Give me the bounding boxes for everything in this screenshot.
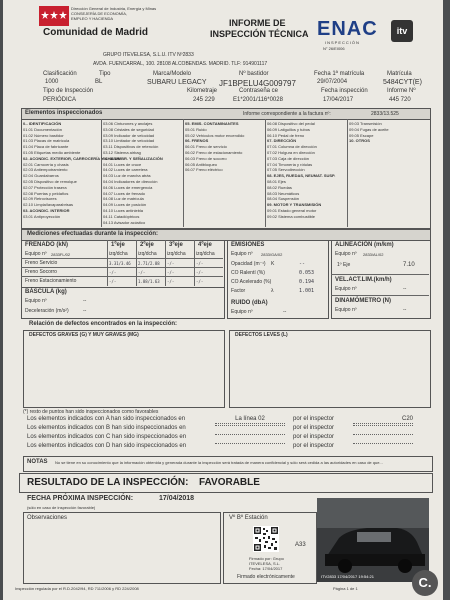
brakes-equipment-value: 2833FL/02 (51, 252, 71, 257)
dyno-title: DINAMÓMETRO (N) (335, 298, 391, 304)
inspected-element: 07.01 Columna de dirección (267, 144, 317, 150)
emissions-equipment-label: Equipo nº (231, 251, 253, 257)
brake-value: -/- (138, 270, 146, 275)
inspected-element: 01.05 Etiquetas medio ambiente (23, 149, 81, 155)
value-informe: 445 720 (389, 97, 411, 103)
corner-logo-icon: C. (412, 570, 438, 596)
defects-footnote: (*) resto de puntos han sido inspeccionados como favorables (23, 409, 159, 415)
inspected-element: 06. FRENOS (185, 138, 209, 144)
elements-col-3 (185, 121, 263, 173)
axle-4: 4ºeje (198, 242, 212, 248)
next-inspection-label: FECHA PRÓXIMA INSPECCIÓN: (27, 495, 134, 502)
inspected-element: 06.05 Antibloqueo (185, 161, 218, 167)
inspector-by-label: por el inspector (293, 416, 335, 422)
inspector-code (353, 443, 413, 444)
inspected-element: 09. MOTOR Y TRANSMISIÓN (267, 202, 322, 208)
station-code: A33 (295, 542, 306, 548)
label-tipo: Tipo (99, 71, 111, 77)
axle-1: 1ºeje (111, 242, 125, 248)
inspected-element: 08.03 Neumáticos (267, 190, 300, 196)
speed-value: -- (403, 286, 407, 292)
grid-divider (101, 119, 102, 227)
inspected-element: 01.04 Placa de fabricante (23, 144, 69, 150)
scale-value: -- (83, 298, 87, 304)
brake-value: -/- (109, 279, 117, 284)
inspector-line-label: Los elementos indicados con A han sido inspeccionados en (27, 416, 186, 422)
brakes-equipment-label: Equipo nº (25, 251, 47, 257)
inspected-element: 02. ACONDIC. EXTERIOR, CARROCERÍA Y CHASIS (23, 155, 120, 161)
defects-leve-box (229, 330, 431, 408)
defects-grave-header: DEFECTOS GRAVES (G) Y MUY GRAVES (MG) (29, 332, 139, 338)
inspector-line-location: La línea 02 (215, 416, 285, 424)
inspected-element: 04.13 Avisador acústico (103, 219, 146, 225)
inspected-element: 07. DIRECCIÓN (267, 138, 297, 144)
region-line-2: CONSEJERÍA DE ECONOMÍA, (71, 11, 128, 16)
inspected-element: 04.04 Indicadores de dirección (103, 178, 158, 184)
value-clasificacion: 1000 (45, 79, 59, 85)
elements-col-1 (23, 121, 120, 220)
axle-2: 2ºeje (140, 242, 154, 248)
alignment-title: ALINEACIÓN (m/km) (335, 242, 394, 248)
inspected-element: 06.10 Pedal de freno (267, 132, 305, 138)
inspector-line-label: Los elementos indicados con B han sido inspeccionados en (27, 425, 186, 431)
inspected-element: 02.01 Carrocería y chasis (23, 161, 69, 167)
result-value: FAVORABLE (199, 477, 260, 488)
brake-value: -/- (167, 270, 175, 275)
label-contrasena: Contraseña ce (239, 88, 279, 94)
inspected-element: 03.10 Limitador de velocidad (103, 138, 155, 144)
inspected-element: 01.03 Placas de matrícula (23, 138, 70, 144)
value-fecha-matricula: 29/07/2004 (317, 79, 348, 85)
axle-3: 3ºeje (169, 242, 183, 248)
brakes-col-line (165, 240, 166, 286)
inspector-line-label: Los elementos indicados con C han sido inspeccionados en (27, 434, 187, 440)
next-inspection-note: (sólo en caso de inspección favorable) (27, 505, 96, 510)
label-matricula: Matrícula (387, 71, 412, 77)
emission-value: -- (299, 261, 306, 267)
measurements-title: Mediciones efectuadas durante la inspección: (27, 231, 159, 237)
region-line-3: EMPLEO Y HACIENDA (71, 16, 114, 21)
emission-value: 0.053 (299, 270, 315, 276)
inspector-code (353, 434, 413, 435)
brake-value: -/- (196, 270, 204, 275)
inspected-element: 06.09 Latiguillos y tubos (267, 126, 310, 132)
result-label: RESULTADO DE LA INSPECCIÓN: (27, 477, 189, 488)
grid-divider (265, 119, 266, 227)
inspected-element: 05. EMIS. CONTAMINANTES (185, 121, 239, 126)
inspected-element: 08.04 Suspensión (267, 196, 300, 202)
brake-value: 2.71/2.88 (138, 261, 160, 266)
qr-code-icon (253, 526, 279, 552)
regulation-text: Inspección regulada por el R.D.2042/94, RD 711/2006 y RD 224/2008 (15, 586, 139, 591)
emission-label: CO Ralentí (%) (231, 270, 265, 276)
brakes-row-line (21, 276, 223, 277)
page-number: Página 1 de 1 (333, 586, 358, 591)
inspected-element: 10. OTROS (349, 138, 370, 144)
observations-label: Observaciones (27, 515, 68, 521)
scale-title: BÁSCULA (kg) (25, 289, 67, 295)
inspected-element: 01.02 Número bastidor (23, 132, 64, 138)
label-fecha-matricula: Fecha 1ª matrícula (314, 71, 365, 77)
enac-sub: INSPECCIÓN (325, 40, 360, 45)
value-tipo: BL (95, 79, 103, 85)
inspected-element: 09.03 Transmisión (349, 121, 382, 126)
emission-value: 1.001 (299, 288, 315, 294)
scale-equipment-label: Equipo nº (25, 298, 47, 304)
itv-badge-icon: itv (391, 20, 413, 42)
inspected-element: 07.04 Timonería y rótulas (267, 161, 313, 167)
inspected-element: 02.09 Retrovisores (23, 196, 57, 202)
inspected-element: 04.10 Luces antiniebla (103, 207, 144, 213)
elements-col-2 (103, 121, 181, 225)
emissions-equipment-value: 2833/GA/02 (261, 252, 283, 257)
inspected-element: 02.10 Limpia/lavaparabrisas (23, 202, 74, 208)
value-matricula: 5484CYT(E) (383, 79, 422, 86)
inspected-element: 07.02 Holgura en dirección (267, 149, 315, 155)
signed-by-1: Firmado por: Grupo (249, 556, 284, 561)
speed-divider (331, 295, 429, 296)
emissions-title: EMISIONES (231, 242, 265, 248)
brakes-col-line (136, 240, 137, 286)
brake-value: 1.88/1.63 (138, 279, 160, 284)
inspector-line-location (215, 443, 285, 444)
value-kilometraje: 245 229 (193, 97, 215, 103)
emission-unit: K (271, 261, 275, 267)
alignment-equipment-value: 2833/AL/02 (363, 252, 384, 257)
inspected-element: 02.07 Protección trasera (23, 184, 67, 190)
inspector-by-label: por el inspector (293, 425, 335, 431)
decel-label: Deceleración (m/s²) (25, 308, 69, 314)
photo-stamp: ITV2833 17/04/2017 19:54:21 (321, 574, 374, 579)
car-photo-icon (317, 498, 429, 582)
inspector-line-location (215, 434, 285, 435)
inspection-report (3, 0, 443, 600)
value-marca: SUBARU LEGACY (147, 79, 207, 86)
label-tipo-inspeccion: Tipo de Inspección (43, 88, 94, 94)
defects-leve-header: DEFECTOS LEVES (L) (235, 332, 288, 338)
next-inspection-value: 17/04/2018 (159, 495, 195, 502)
notes-label: NOTAS (27, 459, 48, 465)
inspected-element: 03.01 Antiproyección (23, 213, 61, 219)
inspected-element: 0.- IDENTIFICACIÓN (23, 121, 62, 126)
speed-title: VEL.ACT.LIM.(km/h) (335, 277, 392, 283)
grid-divider (183, 119, 184, 227)
inspector-code (353, 425, 413, 426)
alignment-equipment-label: Equipo nº (335, 251, 357, 257)
noise-title: RUIDO (dbA) (231, 300, 268, 306)
grid-divider (347, 119, 348, 227)
noise-equipment: Equipo nº (231, 309, 253, 315)
inspected-element: 09.02 Sistema combustible (267, 213, 316, 219)
inspected-element: 08.01 Ejes (267, 178, 286, 184)
inspected-element: 03. ACONDIC. INTERIOR (23, 207, 70, 213)
brake-value: 3.31/3.46 (109, 261, 131, 266)
inspected-element: 05.02 Vehículos motor encendido (185, 132, 245, 138)
elements-ref-label: Informe correspondiente a la factura nº: (243, 111, 331, 117)
inspected-element: 04. ALUMBR. Y SEÑALIZACIÓN (103, 155, 163, 161)
inspected-element: 06.03 Freno de socorro (185, 155, 227, 161)
elements-col-5 (349, 121, 427, 144)
decel-value: -- (83, 308, 87, 314)
inspected-element: 03.08 Cristales de seguridad (103, 126, 154, 132)
inspected-element: 04.09 Luces de posición (103, 202, 147, 208)
label-bastidor: Nº bastidor (239, 71, 269, 77)
brake-value: -/- (109, 270, 117, 275)
defects-title: Relación de defectos encontrados en la inspección: (29, 321, 178, 327)
inspected-element: 04.08 Luz de matrícula (103, 196, 144, 202)
alignment-divider (331, 274, 429, 275)
emission-value: 0.194 (299, 279, 315, 285)
inspected-element: 01.01 Documentación (23, 126, 62, 132)
region-line-1: Dirección General de Industria, Energía y Minas (71, 6, 157, 11)
enac-number: N° 26/EI006 (323, 46, 345, 51)
brake-row-label: Freno Estacionamiento (25, 278, 77, 284)
axle-unit: izq/dcha (138, 251, 157, 257)
axle-unit: izq/dcha (167, 251, 186, 257)
emission-unit: λ (271, 288, 274, 294)
station-address: AVDA. FUENCARRAL, 100. 28108 ALCOBENDAS. MADRID. TLF: 914901117 (93, 61, 268, 67)
inspected-element: 07.05 Servodirección (267, 167, 305, 173)
noise-value: -- (283, 309, 287, 315)
inspected-element: 04.01 Luces de cruce (103, 161, 142, 167)
inspected-element: 03.12 Sistema airbag (103, 149, 141, 155)
region-name: Comunidad de Madrid (43, 27, 148, 38)
brakes-row-line (21, 267, 223, 268)
brake-row-label: Freno Servicio (25, 260, 58, 266)
inspected-element: 03.09 Indicador de velocidad (103, 132, 155, 138)
emission-label: CO Acelerado (%) (231, 279, 272, 285)
emission-label: Opacidad (m⁻¹) (231, 261, 266, 267)
report-title-1: INFORME DE (229, 18, 286, 28)
label-fecha-inspeccion: Fecha inspección (321, 88, 368, 94)
dyno-value: -- (403, 307, 407, 313)
inspected-element: 09.04 Fugas de aceite (349, 126, 389, 132)
inspected-element: 04.02 Luces de carretera (103, 167, 148, 173)
elements-col-4 (267, 121, 345, 220)
brakes-col-line (107, 240, 108, 286)
value-fecha-inspeccion: 17/04/2017 (323, 97, 354, 103)
signed-by-2: ITEVELESA, S.L. (249, 561, 281, 566)
inspected-element: 02.05 Dispositivo de remolque (23, 178, 77, 184)
enac-logo: ENAC (317, 18, 378, 40)
brake-value: -/- (196, 261, 204, 266)
inspected-element: 08. EJES, RUEDAS, NEUMAT. SUSP. (267, 173, 336, 179)
brakes-row-line (21, 258, 223, 259)
madrid-flag-logo (39, 6, 69, 26)
brake-value: -/- (167, 261, 175, 266)
dyno-equipment: Equipo nº (335, 307, 357, 313)
value-tipo-inspeccion: PERIÓDICA (43, 97, 77, 103)
inspector-code: C20 (353, 416, 413, 424)
inspected-element: 04.11 Catadióptricos (103, 213, 140, 219)
label-kilometraje: Kilometraje (187, 88, 218, 94)
inspected-element: 09.01 Estado general motor (267, 207, 317, 213)
value-contrasena: E1*2001/116*0028 (233, 97, 283, 103)
inspected-element: 04.06 Luces de emergencia (103, 184, 153, 190)
inspected-element: 06.01 Freno de servicio (185, 144, 227, 150)
axle-unit: izq/dcha (109, 251, 128, 257)
inspected-element: 03.06 Cinturones y anclajes (103, 121, 153, 126)
inspected-element: 05.01 Ruido (185, 126, 207, 132)
brake-value: -/- (196, 279, 204, 284)
inspected-element: 06.08 Dispositivo del pedal (267, 121, 315, 126)
brake-row-label: Freno Socorro (25, 269, 57, 275)
brakes-title: FRENADO (kN) (25, 242, 68, 248)
alignment-axle: 1º Eje (337, 262, 351, 268)
station-name: GRUPO ITEVELESA, S.L.U. ITV Nº2833 (103, 52, 194, 58)
vehicle-photo (317, 498, 429, 582)
speed-equipment: Equipo nº (335, 286, 357, 292)
inspector-by-label: por el inspector (293, 434, 335, 440)
label-clasificacion: Clasificación (43, 71, 77, 77)
label-marca: Marca/Modelo (153, 71, 192, 77)
elements-ref-value: 2833/13.525 (371, 111, 399, 117)
signed-by-3: Fecha: 17/04/2017 (249, 566, 283, 571)
inspected-element: 09.05 Escape (349, 132, 374, 138)
inspected-element: 07.03 Caja de dirección (267, 155, 310, 161)
inspected-element: 04.03 Luz de marcha atrás (103, 173, 151, 179)
inspected-element: 08.02 Ruedas (267, 184, 292, 190)
brake-value: -/- (167, 279, 175, 284)
inspector-line-label: Los elementos indicados con D han sido inspeccionados en (27, 443, 187, 449)
axle-unit: izq/dcha (196, 251, 215, 257)
inspector-by-label: por el inspector (293, 443, 335, 449)
inspected-element: 02.04 Guardabarros (23, 173, 59, 179)
emission-label: Factor (231, 288, 246, 294)
notes-text: No se tiene en su conocimiento que la información obtenida y generada durante la inspección será tratada de manera confidencial y sólo será cedida a las autoridades en caso de que... (55, 460, 383, 465)
brakes-col-line (194, 240, 195, 286)
label-informe: Informe Nº (387, 88, 416, 94)
elements-title: Elementos inspeccionados (25, 110, 103, 116)
report-title-2: INSPECCIÓN TÉCNICA (210, 29, 309, 39)
inspected-element: 04.07 Luces de frenado (103, 190, 146, 196)
observations-box (23, 512, 221, 584)
alignment-value: 7.10 (403, 262, 415, 268)
inspected-element: 02.03 Antiempotramiento (23, 167, 68, 173)
inspected-element: 06.02 Freno de estacionamiento (185, 149, 243, 155)
inspected-element: 06.07 Freno eléctrico (185, 167, 223, 173)
inspected-element: 02.08 Puertas y peldaños (23, 190, 69, 196)
station-label: Vº Bº Estación (229, 515, 268, 521)
inspector-line-location (215, 425, 285, 426)
value-bastidor: JF1BPELU4G009797 (219, 79, 296, 88)
inspected-element: 03.11 Dispositivos de retención (103, 144, 159, 150)
signature-caption: Firmado electrónicamente (237, 574, 295, 580)
defects-grave-box (23, 330, 225, 408)
